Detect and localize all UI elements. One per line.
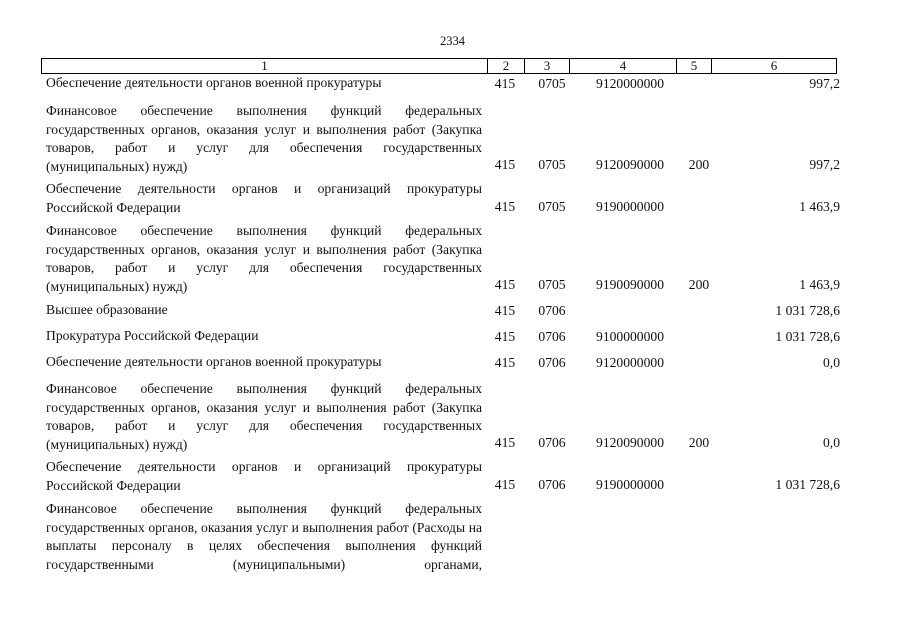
row-col-2: 415 [494, 434, 516, 450]
row-col-3: 0706 [538, 328, 566, 344]
row-col-6: 997,2 [809, 156, 840, 172]
row-name: Финансовое обеспечение выполнения функций федеральных государственных органов, оказания услуг и выполнения работ (Расходы на выплаты персоналу в целях обеспечения выполнения функций государственными (муниципальными) органами, [46, 501, 482, 572]
table-row [0, 500, 905, 572]
table-row [0, 380, 905, 452]
table-row [0, 327, 905, 346]
row-col-3: 0705 [538, 75, 566, 91]
row-col-3: 0705 [538, 156, 566, 172]
row-col-2: 415 [494, 75, 516, 91]
row-col-3: 0706 [538, 354, 566, 370]
row-col-4: 9120000000 [596, 354, 664, 370]
row-col-2: 415 [494, 302, 516, 318]
row-col-4: 9120090000 [596, 434, 664, 450]
row-col-3: 0705 [538, 276, 566, 292]
row-col-2: 415 [494, 198, 516, 214]
row-col-3: 0706 [538, 302, 566, 318]
row-col-3: 0706 [538, 434, 566, 450]
row-name: Обеспечение деятельности органов и организаций прокуратуры Российской Федерации [46, 181, 482, 215]
table-header [41, 58, 837, 74]
row-col-6: 1 031 728,6 [775, 302, 840, 318]
row-name: Прокуратура Российской Федерации [46, 328, 259, 343]
header-col-3: 3 [525, 59, 570, 73]
row-name: Финансовое обеспечение выполнения функций федеральных государственных органов, оказания услуг и выполнения работ (Закупка товаров, работ и услуг для обеспечения государственных (муниципальных) нужд) [46, 381, 482, 452]
row-col-6: 1 031 728,6 [775, 476, 840, 492]
row-col-6: 1 031 728,6 [775, 328, 840, 344]
row-col-2: 415 [494, 328, 516, 344]
row-name: Обеспечение деятельности органов и организаций прокуратуры Российской Федерации [46, 459, 482, 493]
row-col-6: 1 463,9 [799, 198, 840, 214]
row-name: Финансовое обеспечение выполнения функций федеральных государственных органов, оказания услуг и выполнения работ (Закупка товаров, работ и услуг для обеспечения государственных (муниципальных) нужд) [46, 223, 482, 294]
header-col-6: 6 [770, 58, 778, 73]
header-col-2: 2 [488, 59, 525, 73]
row-col-4: 9190000000 [596, 198, 664, 214]
row-col-6: 997,2 [809, 75, 840, 91]
table-row [0, 180, 905, 216]
row-col-2: 415 [494, 156, 516, 172]
row-col-5: 200 [688, 276, 710, 292]
row-col-4: 9120000000 [596, 75, 664, 91]
row-col-6: 0,0 [823, 354, 840, 370]
table-row [0, 74, 905, 93]
row-col-3: 0705 [538, 198, 566, 214]
row-col-4: 9190000000 [596, 476, 664, 492]
row-col-4: 9190090000 [596, 276, 664, 292]
table-row [0, 102, 905, 174]
row-col-4: 9120090000 [596, 156, 664, 172]
page-number: 2334 [440, 34, 465, 48]
row-col-2: 415 [494, 276, 516, 292]
table-row [0, 458, 905, 494]
row-name: Финансовое обеспечение выполнения функций федеральных государственных органов, оказания услуг и выполнения работ (Закупка товаров, работ и услуг для обеспечения государственных (муниципальных) нужд) [46, 103, 482, 174]
table-row [0, 222, 905, 294]
row-name: Обеспечение деятельности органов военной прокуратуры [46, 75, 382, 90]
row-col-2: 415 [494, 354, 516, 370]
table-row [0, 353, 905, 372]
header-col-4: 4 [570, 59, 677, 73]
header-col-1: 1 [42, 59, 488, 73]
row-name: Высшее образование [46, 302, 168, 317]
row-col-2: 415 [494, 476, 516, 492]
row-col-5: 200 [688, 434, 710, 450]
table-row [0, 301, 905, 320]
row-col-5: 200 [688, 156, 710, 172]
row-col-3: 0706 [538, 476, 566, 492]
row-col-6: 1 463,9 [799, 276, 840, 292]
row-col-4: 9100000000 [596, 328, 664, 344]
row-name: Обеспечение деятельности органов военной прокуратуры [46, 354, 382, 369]
header-col-5: 5 [677, 59, 712, 73]
row-col-6: 0,0 [823, 434, 840, 450]
